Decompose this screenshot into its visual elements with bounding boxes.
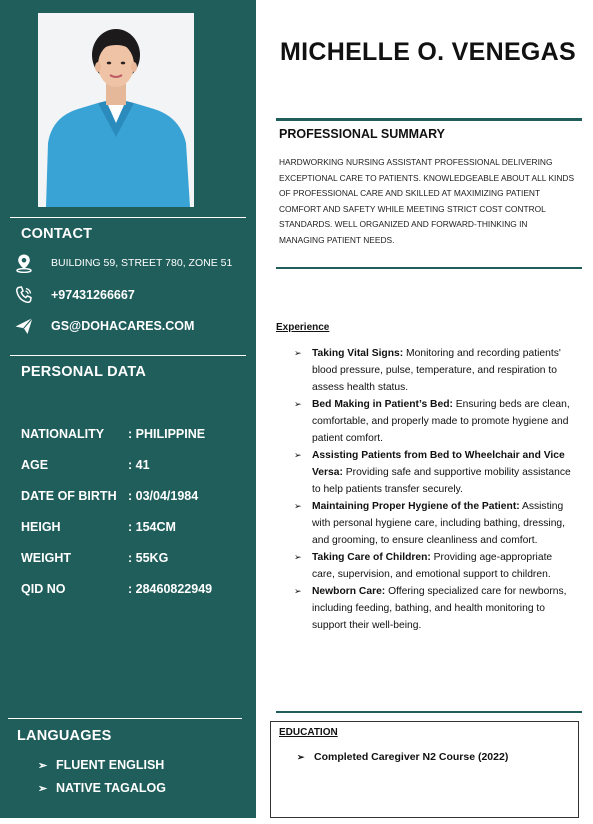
experience-item: ➢ Assisting Patients from Bed to Wheelchair and Vice Versa: Providing safe and supportive mobility assistance to help patients transfer securely. <box>294 447 576 498</box>
personal-data-row-nationality <box>21 427 205 441</box>
experience-item: ➢ Maintaining Proper Hygiene of the Patient: Assisting with personal hygiene care, including bathing, dressing, and grooming, to ensure cleanliness and comfort. <box>294 498 576 549</box>
education-box <box>270 721 579 818</box>
personal-data-label: WEIGHT <box>21 551 71 565</box>
personal-data-label: HEIGH <box>21 520 61 534</box>
contact-divider <box>10 217 246 218</box>
personal-data-row-dob <box>21 489 198 503</box>
phone-icon <box>14 285 34 305</box>
personal-data-divider <box>10 355 246 356</box>
profile-photo-image <box>38 13 194 207</box>
personal-data-value: : 41 <box>128 458 150 472</box>
contact-address: BUILDING 59, STREET 780, ZONE 51 <box>51 257 233 269</box>
personal-data-label: QID NO <box>21 582 66 596</box>
personal-data-value: : 154CM <box>128 520 176 534</box>
chevron-right-icon: ➢ <box>294 399 302 409</box>
chevron-right-icon: ➢ <box>38 760 48 772</box>
personal-data-value: : 28460822949 <box>128 582 213 596</box>
chevron-right-icon: ➢ <box>294 552 302 562</box>
education-item: ➢ Completed Caregiver N2 Course (2022) <box>297 751 509 763</box>
personal-data-label: AGE <box>21 458 49 472</box>
personal-data-row-qid <box>21 582 212 596</box>
personal-data-title: PERSONAL DATA <box>21 364 147 380</box>
contact-phone: +97431266667 <box>51 288 135 302</box>
contact-phone-row <box>14 285 135 305</box>
location-pin-icon <box>14 253 34 273</box>
experience-item: ➢ Taking Care of Children: Providing age-appropriate care, supervision, and emotional support to children. <box>294 549 576 583</box>
paper-plane-icon <box>14 316 34 336</box>
personal-data-label: NATIONALITY <box>21 427 105 441</box>
personal-data-label: DATE OF BIRTH <box>21 489 117 503</box>
education-top-rule <box>276 711 582 713</box>
profile-photo <box>38 13 194 207</box>
chevron-right-icon: ➢ <box>294 586 302 596</box>
chevron-right-icon: ➢ <box>297 752 305 762</box>
summary-top-rule <box>276 118 582 121</box>
experience-list <box>294 345 576 634</box>
chevron-right-icon: ➢ <box>294 450 302 460</box>
personal-data-value: : PHILIPPINE <box>128 427 206 441</box>
contact-email: GS@DOHACARES.COM <box>51 319 195 333</box>
personal-data-row-height <box>21 520 176 534</box>
experience-item: ➢ Bed Making in Patient’s Bed: Ensuring beds are clean, comfortable, and properly made to promote hygiene and patient comfort. <box>294 396 576 447</box>
personal-data-value: : 03/04/1984 <box>128 489 199 503</box>
summary-text: HARDWORKING NURSING ASSISTANT PROFESSIONAL DELIVERING EXCEPTIONAL CARE TO PATIENTS. KNOWLEDGEABLE ABOUT ALL KINDS OF PROFESSIONAL CARE AND SKILLED AT MAXIMIZING PATIENT COMFORT AND SAFETY WHILE MEETING STRICT COST CONTROL STANDARDS. WELL ORGANIZED AND FORWARD-THINKING IN MANAGING PATIENT NEEDS. <box>279 157 575 245</box>
summary-bottom-rule <box>276 267 582 269</box>
summary-title: PROFESSIONAL SUMMARY <box>279 127 445 141</box>
personal-data-row-weight <box>21 551 168 565</box>
experience-item: ➢ Taking Vital Signs: Monitoring and recording patients' blood pressure, pulse, temperature, and respiration to assess health status. <box>294 345 576 396</box>
contact-address-row <box>14 253 232 273</box>
chevron-right-icon: ➢ <box>294 348 302 358</box>
sidebar <box>0 0 256 818</box>
languages-divider <box>8 718 242 719</box>
contact-title: CONTACT <box>21 226 93 242</box>
experience-item: ➢ Newborn Care: Offering specialized care for newborns, including feeding, bathing, and health monitoring to support their well-being. <box>294 583 576 634</box>
chevron-right-icon: ➢ <box>294 501 302 511</box>
language-item: ➢ NATIVE TAGALOG <box>38 781 166 795</box>
languages-title: LANGUAGES <box>17 728 112 744</box>
personal-data-row-age <box>21 458 150 472</box>
language-item: ➢ FLUENT ENGLISH <box>38 758 165 772</box>
education-title: EDUCATION <box>279 727 338 738</box>
experience-title: Experience <box>276 322 330 333</box>
candidate-name: MICHELLE O. VENEGAS <box>280 38 577 66</box>
contact-email-row <box>14 316 194 336</box>
personal-data-value: : 55KG <box>128 551 169 565</box>
chevron-right-icon: ➢ <box>38 783 48 795</box>
